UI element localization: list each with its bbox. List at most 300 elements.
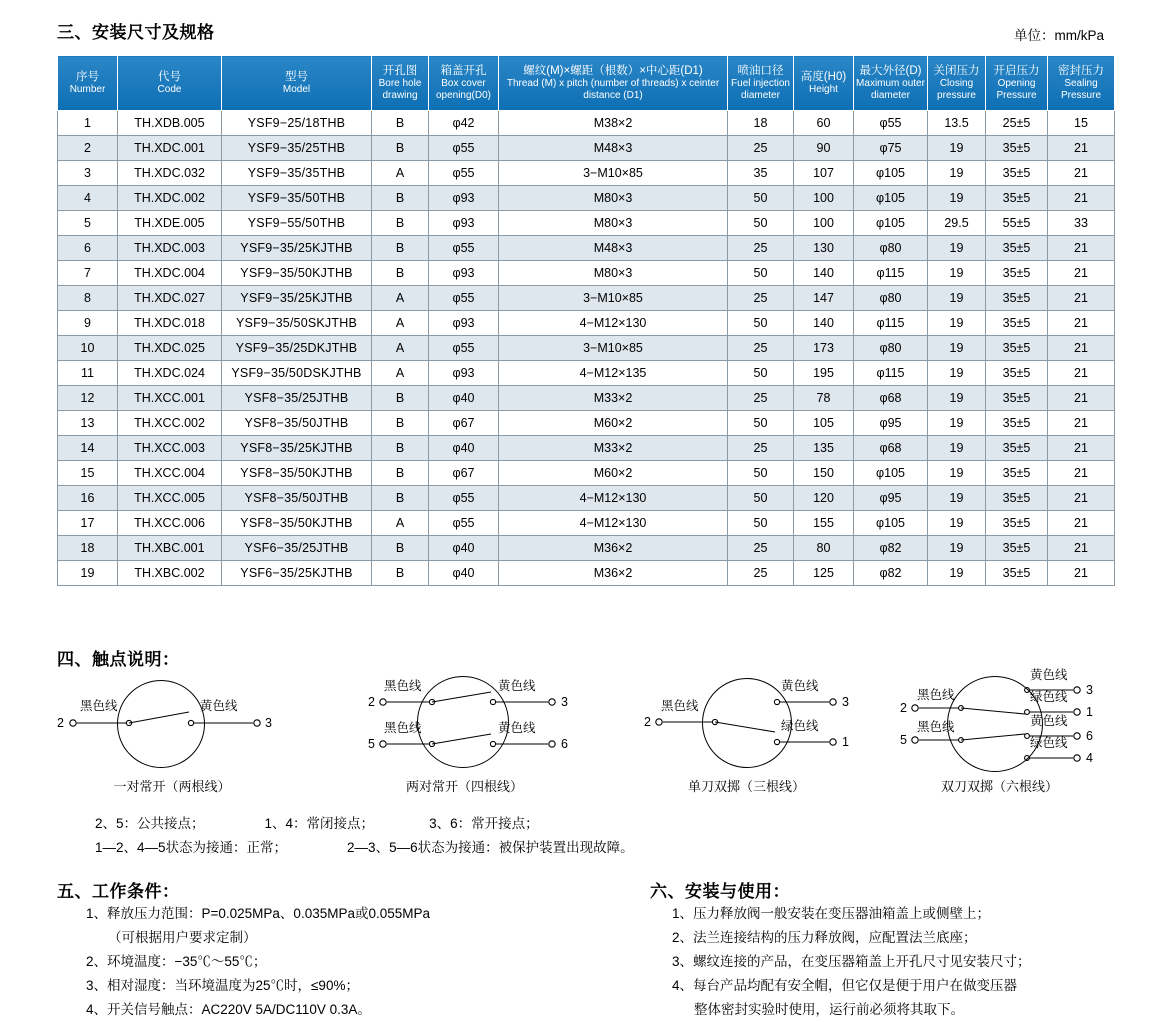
table-cell: φ80 bbox=[854, 236, 928, 261]
col-fuel-injection-diameter-cn: 喷油口径 bbox=[737, 64, 784, 77]
install-item: 3、螺纹连接的产品，在变压器箱盖上开孔尺寸见安装尺寸； bbox=[672, 954, 1031, 970]
table-cell: TH.XCC.001 bbox=[118, 386, 222, 411]
table-cell: φ105 bbox=[854, 161, 928, 186]
col-max-outer-diameter-en: Maximum outer diameter bbox=[856, 78, 925, 101]
diagram-two-pair-no bbox=[322, 668, 612, 808]
table-row bbox=[58, 436, 1115, 461]
table-row bbox=[58, 486, 1115, 511]
table-cell: 19 bbox=[58, 561, 118, 586]
table-cell: 25 bbox=[728, 136, 794, 161]
table-cell: 50 bbox=[728, 511, 794, 536]
terminal-number: 6 bbox=[561, 737, 568, 751]
table-cell: YSF9−35/35THB bbox=[222, 161, 372, 186]
table-cell: 19 bbox=[928, 136, 986, 161]
table-cell: φ67 bbox=[429, 461, 499, 486]
table-header-row bbox=[58, 56, 1115, 111]
wire-label: 黑色线 bbox=[80, 699, 118, 713]
col-bore-hole-drawing-cn: 开孔图 bbox=[382, 64, 418, 77]
table-cell: 19 bbox=[928, 536, 986, 561]
table-cell: YSF9−35/25KJTHB bbox=[222, 236, 372, 261]
table-cell: φ93 bbox=[429, 261, 499, 286]
table-cell: 50 bbox=[728, 211, 794, 236]
table-cell: TH.XDC.025 bbox=[118, 336, 222, 361]
table-row bbox=[58, 286, 1115, 311]
table-cell: 60 bbox=[794, 111, 854, 136]
col-box-cover-opening bbox=[429, 56, 499, 111]
table-cell: YSF8−35/25KJTHB bbox=[222, 436, 372, 461]
table-cell: 25 bbox=[728, 236, 794, 261]
table-cell: 17 bbox=[58, 511, 118, 536]
table-cell: 19 bbox=[928, 486, 986, 511]
table-cell: 21 bbox=[1048, 186, 1115, 211]
table-cell: YSF8−35/50KJTHB bbox=[222, 461, 372, 486]
table-row bbox=[58, 311, 1115, 336]
table-row bbox=[58, 161, 1115, 186]
table-cell: YSF6−35/25JTHB bbox=[222, 536, 372, 561]
table-cell: 21 bbox=[1048, 411, 1115, 436]
table-cell: φ55 bbox=[429, 161, 499, 186]
table-cell: 19 bbox=[928, 336, 986, 361]
table-cell: φ115 bbox=[854, 311, 928, 336]
table-cell: 19 bbox=[928, 436, 986, 461]
table-cell: 21 bbox=[1048, 561, 1115, 586]
wire-label: 黑色线 bbox=[917, 720, 955, 734]
install-item: 整体密封实验时使用，运行前必须将其取下。 bbox=[694, 1002, 964, 1018]
table-cell: 21 bbox=[1048, 536, 1115, 561]
table-cell: YSF9−35/50DSKJTHB bbox=[222, 361, 372, 386]
table-cell: YSF9−35/25KJTHB bbox=[222, 286, 372, 311]
table-row bbox=[58, 136, 1115, 161]
table-cell: 55±5 bbox=[986, 211, 1048, 236]
table-cell: 21 bbox=[1048, 161, 1115, 186]
wire-label: 黑色线 bbox=[917, 688, 955, 702]
table-cell: 35±5 bbox=[986, 461, 1048, 486]
table-cell: 16 bbox=[58, 486, 118, 511]
table-cell: φ55 bbox=[429, 511, 499, 536]
table-cell: TH.XCC.003 bbox=[118, 436, 222, 461]
table-cell: φ42 bbox=[429, 111, 499, 136]
table-cell: TH.XBC.002 bbox=[118, 561, 222, 586]
table-cell: 21 bbox=[1048, 311, 1115, 336]
table-row bbox=[58, 386, 1115, 411]
table-cell: 50 bbox=[728, 411, 794, 436]
table-cell: 100 bbox=[794, 211, 854, 236]
contact-note-c: 3、6：常开接点； bbox=[429, 816, 539, 831]
col-number bbox=[58, 56, 118, 111]
table-cell: 35±5 bbox=[986, 311, 1048, 336]
col-closing-pressure-cn: 关闭压力 bbox=[933, 64, 980, 77]
col-height bbox=[794, 56, 854, 111]
table-cell: 35±5 bbox=[986, 186, 1048, 211]
table-cell: TH.XDC.002 bbox=[118, 186, 222, 211]
table-cell: YSF8−35/50KJTHB bbox=[222, 511, 372, 536]
table-cell: 1 bbox=[58, 111, 118, 136]
table-cell: 19 bbox=[928, 511, 986, 536]
table-cell: 140 bbox=[794, 311, 854, 336]
col-sealing-pressure-en: Sealing Pressure bbox=[1060, 78, 1101, 101]
table-cell: B bbox=[372, 461, 429, 486]
table-row bbox=[58, 261, 1115, 286]
table-cell: 19 bbox=[928, 261, 986, 286]
table-cell: TH.XDC.001 bbox=[118, 136, 222, 161]
terminal-number: 1 bbox=[1086, 705, 1093, 719]
diagram-caption: 单刀双掷（三根线） bbox=[687, 779, 805, 794]
section-5-heading: 五、工作条件： bbox=[57, 882, 180, 901]
terminal-number: 4 bbox=[1086, 751, 1093, 765]
table-cell: φ95 bbox=[854, 411, 928, 436]
table-cell: 21 bbox=[1048, 286, 1115, 311]
table-cell: φ115 bbox=[854, 361, 928, 386]
col-model-en: Model bbox=[282, 83, 311, 95]
col-model bbox=[222, 56, 372, 111]
table-cell: 35±5 bbox=[986, 336, 1048, 361]
table-cell: B bbox=[372, 536, 429, 561]
contact-note-a: 1—2、4—5状态为接通：正常； bbox=[95, 839, 288, 855]
table-cell: φ93 bbox=[429, 361, 499, 386]
col-bore-hole-drawing bbox=[372, 56, 429, 111]
wire-label: 黄色线 bbox=[498, 721, 536, 735]
table-cell: 11 bbox=[58, 361, 118, 386]
table-cell: M48×3 bbox=[499, 236, 728, 261]
table-cell: 21 bbox=[1048, 236, 1115, 261]
table-cell: YSF9−35/50KJTHB bbox=[222, 261, 372, 286]
wire-label: 黄色线 bbox=[498, 679, 536, 693]
col-height-cn: 高度(H0) bbox=[800, 70, 847, 83]
table-cell: φ55 bbox=[429, 136, 499, 161]
section-6-body bbox=[672, 902, 1162, 1022]
table-cell: 35 bbox=[728, 161, 794, 186]
table-cell: B bbox=[372, 211, 429, 236]
terminal-number: 2 bbox=[900, 701, 907, 715]
table-cell: YSF8−35/50JTHB bbox=[222, 486, 372, 511]
contact-note-b: 1、4：常闭接点； bbox=[264, 816, 375, 831]
table-cell: 35±5 bbox=[986, 136, 1048, 161]
terminal-number: 6 bbox=[1086, 729, 1093, 743]
table-cell: φ40 bbox=[429, 536, 499, 561]
install-item: 4、每台产品均配有安全帽，但它仅是便于用户在做变压器 bbox=[672, 978, 1018, 994]
table-cell: M80×3 bbox=[499, 186, 728, 211]
terminal-number: 2 bbox=[644, 715, 651, 729]
table-cell: 18 bbox=[728, 111, 794, 136]
table-cell: 25 bbox=[728, 336, 794, 361]
table-cell: φ68 bbox=[854, 436, 928, 461]
table-cell: 50 bbox=[728, 361, 794, 386]
table-body bbox=[58, 111, 1115, 586]
table-cell: 25 bbox=[728, 536, 794, 561]
table-cell: 35±5 bbox=[986, 361, 1048, 386]
col-opening-pressure bbox=[986, 56, 1048, 111]
wire-label: 绿色线 bbox=[781, 719, 819, 733]
table-cell: 19 bbox=[928, 561, 986, 586]
table-cell: 35±5 bbox=[986, 536, 1048, 561]
contact-note-row bbox=[95, 836, 1095, 860]
diagram-dpdt bbox=[897, 668, 1117, 808]
table-cell: 35±5 bbox=[986, 561, 1048, 586]
col-closing-pressure bbox=[928, 56, 986, 111]
table-cell: 25 bbox=[728, 286, 794, 311]
table-cell: 5 bbox=[58, 211, 118, 236]
table-cell: φ105 bbox=[854, 211, 928, 236]
table-cell: M60×2 bbox=[499, 461, 728, 486]
table-cell: 3−M10×85 bbox=[499, 161, 728, 186]
spec-table-container bbox=[57, 55, 1114, 586]
col-thread-cn: 螺纹(M)×螺距（根数）×中心距(D1) bbox=[523, 64, 703, 77]
table-cell: 195 bbox=[794, 361, 854, 386]
terminal-number: 2 bbox=[368, 695, 375, 709]
table-cell: B bbox=[372, 386, 429, 411]
terminal-number: 5 bbox=[900, 733, 907, 747]
table-cell: 18 bbox=[58, 536, 118, 561]
table-cell: 19 bbox=[928, 286, 986, 311]
table-cell: 25±5 bbox=[986, 111, 1048, 136]
table-cell: 19 bbox=[928, 236, 986, 261]
table-row bbox=[58, 411, 1115, 436]
table-cell: φ55 bbox=[429, 286, 499, 311]
table-cell: A bbox=[372, 311, 429, 336]
table-cell: φ55 bbox=[429, 336, 499, 361]
table-cell: TH.XCC.002 bbox=[118, 411, 222, 436]
table-cell: M80×3 bbox=[499, 261, 728, 286]
table-cell: 21 bbox=[1048, 336, 1115, 361]
table-cell: 80 bbox=[794, 536, 854, 561]
unit-note: 单位：mm/kPa bbox=[1013, 28, 1104, 43]
table-cell: 4 bbox=[58, 186, 118, 211]
table-cell: A bbox=[372, 286, 429, 311]
table-cell: B bbox=[372, 136, 429, 161]
table-cell: A bbox=[372, 161, 429, 186]
work-condition-item: 3、相对湿度：当环境温度为25℃时，≤90%； bbox=[86, 978, 359, 994]
table-cell: φ93 bbox=[429, 311, 499, 336]
col-number-en: Number bbox=[69, 83, 106, 95]
table-cell: YSF9−35/50THB bbox=[222, 186, 372, 211]
work-condition-item: 4、开关信号触点：AC220V 5A/DC110V 0.3A。 bbox=[86, 1002, 371, 1018]
terminal-number: 2 bbox=[57, 716, 64, 730]
wire-label: 黄色线 bbox=[200, 699, 238, 713]
table-cell: φ40 bbox=[429, 386, 499, 411]
table-cell: 135 bbox=[794, 436, 854, 461]
table-cell: B bbox=[372, 436, 429, 461]
table-cell: TH.XCC.004 bbox=[118, 461, 222, 486]
table-cell: φ93 bbox=[429, 211, 499, 236]
table-cell: 150 bbox=[794, 461, 854, 486]
wire-label: 绿色线 bbox=[1030, 690, 1068, 704]
terminal-number: 3 bbox=[561, 695, 568, 709]
table-cell: M48×3 bbox=[499, 136, 728, 161]
col-box-cover-opening-cn: 箱盖开孔 bbox=[440, 64, 487, 77]
table-cell: TH.XDC.018 bbox=[118, 311, 222, 336]
table-cell: B bbox=[372, 411, 429, 436]
table-cell: TH.XDC.003 bbox=[118, 236, 222, 261]
table-cell: φ68 bbox=[854, 386, 928, 411]
table-cell: YSF9−35/50SKJTHB bbox=[222, 311, 372, 336]
col-bore-hole-drawing-en: Bore hole drawing bbox=[378, 78, 422, 101]
table-cell: YSF9−35/25DKJTHB bbox=[222, 336, 372, 361]
table-cell: 12 bbox=[58, 386, 118, 411]
table-cell: M33×2 bbox=[499, 436, 728, 461]
table-cell: 35±5 bbox=[986, 161, 1048, 186]
table-cell: 19 bbox=[928, 311, 986, 336]
table-cell: B bbox=[372, 111, 429, 136]
contact-note-row bbox=[95, 812, 1095, 836]
col-box-cover-opening-en: Box cover opening(D0) bbox=[435, 78, 492, 101]
col-model-cn: 型号 bbox=[285, 70, 308, 83]
contact-diagrams bbox=[57, 668, 1117, 808]
col-fuel-injection-diameter-en: Fuel injection diameter bbox=[731, 78, 790, 101]
table-cell: TH.XCC.006 bbox=[118, 511, 222, 536]
table-cell: TH.XDC.004 bbox=[118, 261, 222, 286]
table-cell: 14 bbox=[58, 436, 118, 461]
table-cell: 19 bbox=[928, 411, 986, 436]
table-cell: 4−M12×135 bbox=[499, 361, 728, 386]
table-cell: B bbox=[372, 236, 429, 261]
table-cell: φ105 bbox=[854, 186, 928, 211]
table-cell: 33 bbox=[1048, 211, 1115, 236]
wire-label: 黄色线 bbox=[1030, 714, 1068, 728]
table-cell: TH.XDC.027 bbox=[118, 286, 222, 311]
table-cell: φ82 bbox=[854, 536, 928, 561]
table-cell: M60×2 bbox=[499, 411, 728, 436]
table-cell: TH.XDC.024 bbox=[118, 361, 222, 386]
table-cell: 35±5 bbox=[986, 511, 1048, 536]
install-item: 2、法兰连接结构的压力释放阀，应配置法兰底座； bbox=[672, 930, 977, 946]
table-cell: TH.XCC.005 bbox=[118, 486, 222, 511]
table-cell: 120 bbox=[794, 486, 854, 511]
table-cell: YSF8−35/50JTHB bbox=[222, 411, 372, 436]
table-cell: 21 bbox=[1048, 261, 1115, 286]
table-cell: 173 bbox=[794, 336, 854, 361]
table-cell: M36×2 bbox=[499, 561, 728, 586]
table-cell: 15 bbox=[58, 461, 118, 486]
diagram-caption: 双刀双掷（六根线） bbox=[940, 779, 1058, 794]
col-code bbox=[118, 56, 222, 111]
table-cell: 155 bbox=[794, 511, 854, 536]
work-condition-item: （可根据用户要求定制） bbox=[108, 930, 257, 946]
table-cell: 25 bbox=[728, 561, 794, 586]
table-cell: φ82 bbox=[854, 561, 928, 586]
table-cell: 25 bbox=[728, 386, 794, 411]
table-cell: 19 bbox=[928, 161, 986, 186]
table-cell: 21 bbox=[1048, 461, 1115, 486]
col-closing-pressure-en: Closing pressure bbox=[937, 78, 976, 101]
install-item: 1、压力释放阀一般安装在变压器油箱盖上或侧壁上； bbox=[672, 906, 991, 921]
table-cell: 19 bbox=[928, 461, 986, 486]
table-cell: A bbox=[372, 361, 429, 386]
table-cell: 130 bbox=[794, 236, 854, 261]
wire-label: 黑色线 bbox=[661, 699, 699, 713]
table-cell: YSF9−35/25THB bbox=[222, 136, 372, 161]
table-cell: 35±5 bbox=[986, 411, 1048, 436]
section-6-heading: 六、安装与使用： bbox=[650, 882, 790, 901]
table-cell: 78 bbox=[794, 386, 854, 411]
table-cell: φ55 bbox=[854, 111, 928, 136]
table-row bbox=[58, 111, 1115, 136]
table-cell: 19 bbox=[928, 386, 986, 411]
table-cell: 35±5 bbox=[986, 236, 1048, 261]
wire-label: 黄色线 bbox=[781, 679, 819, 693]
diagram-one-pair-no bbox=[57, 668, 317, 808]
table-cell: 35±5 bbox=[986, 486, 1048, 511]
terminal-number: 3 bbox=[842, 695, 849, 709]
table-cell: YSF6−35/25KJTHB bbox=[222, 561, 372, 586]
col-height-en: Height bbox=[809, 83, 838, 95]
table-cell: 125 bbox=[794, 561, 854, 586]
table-cell: 25 bbox=[728, 436, 794, 461]
table-cell: φ105 bbox=[854, 511, 928, 536]
col-thread bbox=[499, 56, 728, 111]
table-cell: 50 bbox=[728, 186, 794, 211]
table-cell: 4−M12×130 bbox=[499, 486, 728, 511]
col-fuel-injection-diameter bbox=[728, 56, 794, 111]
table-cell: 35±5 bbox=[986, 386, 1048, 411]
contact-note-b: 2—3、5—6状态为接通：被保护装置出现故障。 bbox=[347, 839, 634, 855]
table-cell: 100 bbox=[794, 186, 854, 211]
table-cell: 21 bbox=[1048, 361, 1115, 386]
table-row bbox=[58, 211, 1115, 236]
table-cell: 29.5 bbox=[928, 211, 986, 236]
contact-notes bbox=[95, 812, 1095, 859]
table-cell: 50 bbox=[728, 486, 794, 511]
table-cell: φ40 bbox=[429, 436, 499, 461]
table-cell: φ40 bbox=[429, 561, 499, 586]
table-row bbox=[58, 186, 1115, 211]
terminal-number: 3 bbox=[1086, 683, 1093, 697]
work-condition-item: 2、环境温度：−35℃～55℃； bbox=[86, 954, 267, 970]
table-row bbox=[58, 536, 1115, 561]
table-row bbox=[58, 336, 1115, 361]
table-cell: 50 bbox=[728, 261, 794, 286]
contact-note-a: 2、5：公共接点； bbox=[95, 816, 205, 831]
table-cell: B bbox=[372, 561, 429, 586]
table-cell: 15 bbox=[1048, 111, 1115, 136]
table-row bbox=[58, 361, 1115, 386]
table-cell: φ55 bbox=[429, 236, 499, 261]
col-max-outer-diameter-cn: 最大外径(D) bbox=[859, 64, 922, 77]
table-cell: 21 bbox=[1048, 486, 1115, 511]
wire-label: 黑色线 bbox=[384, 679, 422, 693]
table-cell: 4−M12×130 bbox=[499, 511, 728, 536]
table-cell: 3 bbox=[58, 161, 118, 186]
table-cell: 2 bbox=[58, 136, 118, 161]
table-cell: φ67 bbox=[429, 411, 499, 436]
table-cell: 21 bbox=[1048, 436, 1115, 461]
table-cell: 35±5 bbox=[986, 436, 1048, 461]
col-code-cn: 代号 bbox=[158, 70, 181, 83]
terminal-number: 3 bbox=[265, 716, 272, 730]
table-cell: φ95 bbox=[854, 486, 928, 511]
diagram-caption: 两对常开（四根线） bbox=[405, 779, 523, 794]
col-max-outer-diameter bbox=[854, 56, 928, 111]
section-5-body bbox=[86, 902, 646, 1022]
section-4-heading: 四、触点说明： bbox=[57, 650, 180, 669]
col-thread-en: Thread (M) x pitch (number of threads) x ceinter distance (D1) bbox=[506, 78, 720, 101]
table-cell: 50 bbox=[728, 461, 794, 486]
terminal-number: 5 bbox=[368, 737, 375, 751]
table-cell: YSF9−25/18THB bbox=[222, 111, 372, 136]
table-cell: B bbox=[372, 261, 429, 286]
table-cell: TH.XBC.001 bbox=[118, 536, 222, 561]
table-cell: 90 bbox=[794, 136, 854, 161]
wire-label: 黑色线 bbox=[384, 721, 422, 735]
diagram-caption: 一对常开（两根线） bbox=[113, 779, 231, 794]
table-cell: B bbox=[372, 186, 429, 211]
terminal-number: 1 bbox=[842, 735, 849, 749]
col-sealing-pressure-cn: 密封压力 bbox=[1058, 64, 1104, 77]
table-cell: YSF8−35/25JTHB bbox=[222, 386, 372, 411]
spec-table bbox=[57, 55, 1115, 586]
work-condition-item: 1、释放压力范围：P=0.025MPa、0.035MPa或0.055MPa bbox=[86, 906, 431, 921]
table-cell: TH.XDB.005 bbox=[118, 111, 222, 136]
table-row bbox=[58, 511, 1115, 536]
